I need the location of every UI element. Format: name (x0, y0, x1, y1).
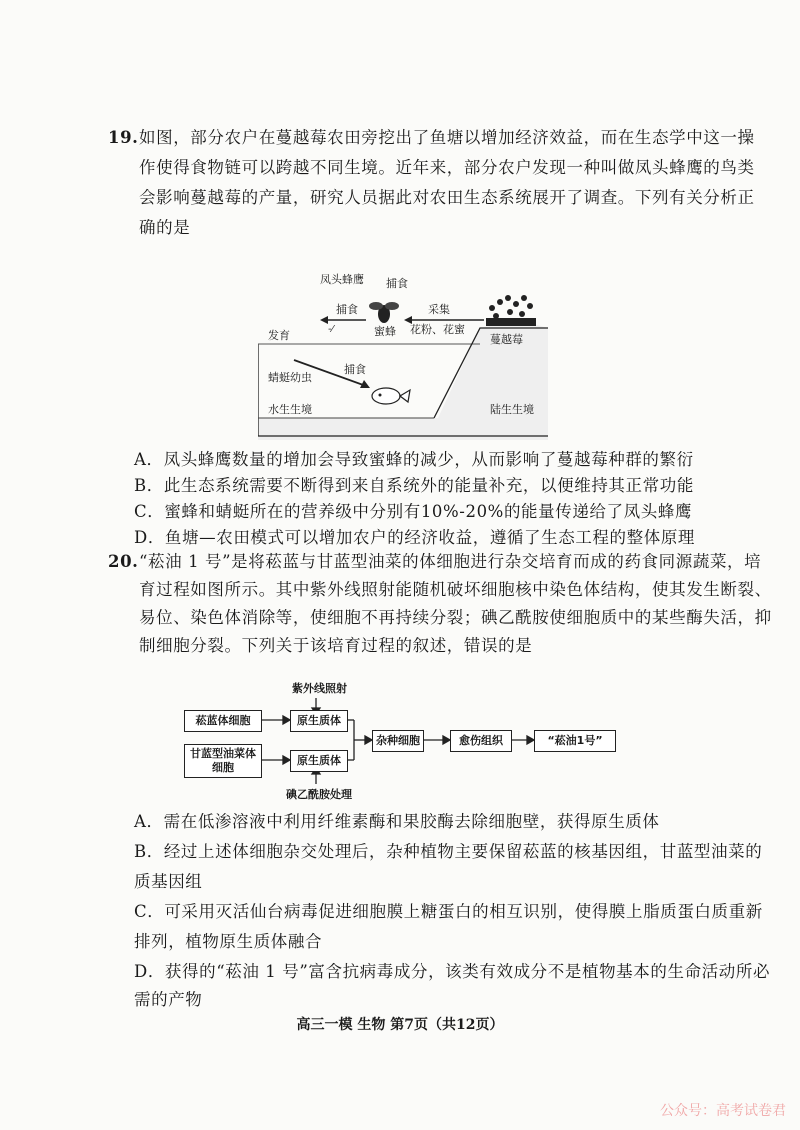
q19-option-a: A．凤头蜂鹰数量的增加会导致蜜蜂的减少，从而影响了蔓越莓种群的繁衍 (134, 450, 694, 469)
label-prey-top: 捕食 (386, 277, 408, 290)
q19-stem-line-1: 如图，部分农户在蔓越莓农田旁挖出了鱼塘以增加经济效益，而在生态学中这一操 (139, 128, 755, 147)
node-proto-b: 原生质体 (290, 750, 348, 772)
ecosystem-figure (258, 268, 548, 440)
label-bird: 凤头蜂鹰 (320, 273, 364, 286)
q20-option-d-line-1: D．获得的“菘油 1 号”富含抗病毒成分，该类有效成分不是植物基本的生命活动所必 (134, 962, 771, 981)
node-proto-a: 原生质体 (290, 710, 348, 732)
label-land: 陆生生境 (490, 403, 534, 416)
label-bee: 蜜蜂 (374, 325, 396, 338)
node-callus: 愈伤组织 (450, 730, 512, 752)
q19-number: 19. (108, 128, 139, 147)
label-collect: 采集 (428, 303, 450, 316)
q19-option-b: B．此生态系统需要不断得到来自系统外的能量补充，以便维持其正常功能 (134, 476, 694, 495)
q20-stem-line-3: 易位、染色体消除等，使细胞不再持续分裂；碘乙酰胺使细胞质中的某些酶失活，抑 (139, 608, 772, 627)
label-cranberry: 蔓越莓 (490, 333, 523, 346)
uv-label: 紫外线照射 (292, 682, 347, 695)
node-hybrid: 杂种细胞 (372, 730, 424, 752)
label-larva: 蜻蜓幼虫 (268, 371, 312, 384)
node-cell-b: 甘蓝型油菜体细胞 (184, 744, 262, 778)
q20-option-c-line-1: C．可采用灭活仙台病毒促进细胞膜上糖蛋白的相互识别，使得膜上脂质蛋白质重新 (134, 902, 763, 921)
node-cell-a: 菘蓝体细胞 (184, 710, 262, 732)
q19-stem-line-3: 会影响蔓越莓的产量，研究人员据此对农田生态系统展开了调查。下列有关分析正 (139, 188, 755, 207)
q20-number: 20. (108, 552, 139, 571)
q19-stem-line-2: 作使得食物链可以跨越不同生境。近年来，部分农户发现一种叫做凤头蜂鹰的鸟类 (139, 158, 755, 177)
label-pollen: 花粉、花蜜 (410, 323, 465, 336)
q20-stem-line-1: “菘油 1 号”是将菘蓝与甘蓝型油菜的体细胞进行杂交培育而成的药食同源蔬菜，培 (139, 552, 762, 571)
label-water: 水生生境 (268, 403, 312, 416)
watermark: 公众号：高考试卷君 (660, 1103, 786, 1119)
q20-option-d-line-2: 需的产物 (134, 990, 203, 1009)
q19-option-d: D．鱼塘—农田模式可以增加农户的经济收益，遵循了生态工程的整体原理 (134, 528, 696, 547)
q19-option-c: C．蜜蜂和蜻蜓所在的营养级中分别有10%-20%的能量传递给了凤头蜂鹰 (134, 502, 693, 521)
label-prey-left: 捕食 (336, 303, 358, 316)
node-product: “菘油1号” (534, 730, 616, 752)
q20-option-b-line-2: 质基因组 (134, 872, 203, 891)
q20-stem-line-2: 育过程如图所示。其中紫外线照射能随机破坏细胞核中染色体结构，使其发生断裂、 (139, 580, 772, 599)
label-develop: 发育 (268, 329, 290, 342)
q20-option-c-line-2: 排列，植物原生质体融合 (134, 932, 323, 951)
svg-text:‑⁄: ‑⁄ (328, 324, 334, 335)
label-prey-fish: 捕食 (344, 363, 366, 376)
hybridization-flowchart (182, 680, 622, 800)
q20-stem-line-4: 制细胞分裂。下列关于该培育过程的叙述，错误的是 (139, 636, 533, 655)
page-footer: 高三一模 生物 第7页（共12页） (296, 1017, 504, 1033)
q20-option-b-line-1: B．经过上述体细胞杂交处理后，杂种植物主要保留菘蓝的核基因组，甘蓝型油菜的 (134, 842, 763, 861)
q20-option-a: A．需在低渗溶液中利用纤维素酶和果胶酶去除细胞壁，获得原生质体 (134, 812, 660, 831)
iodo-label: 碘乙酰胺处理 (286, 788, 352, 801)
q19-stem-line-4: 确的是 (139, 218, 191, 237)
